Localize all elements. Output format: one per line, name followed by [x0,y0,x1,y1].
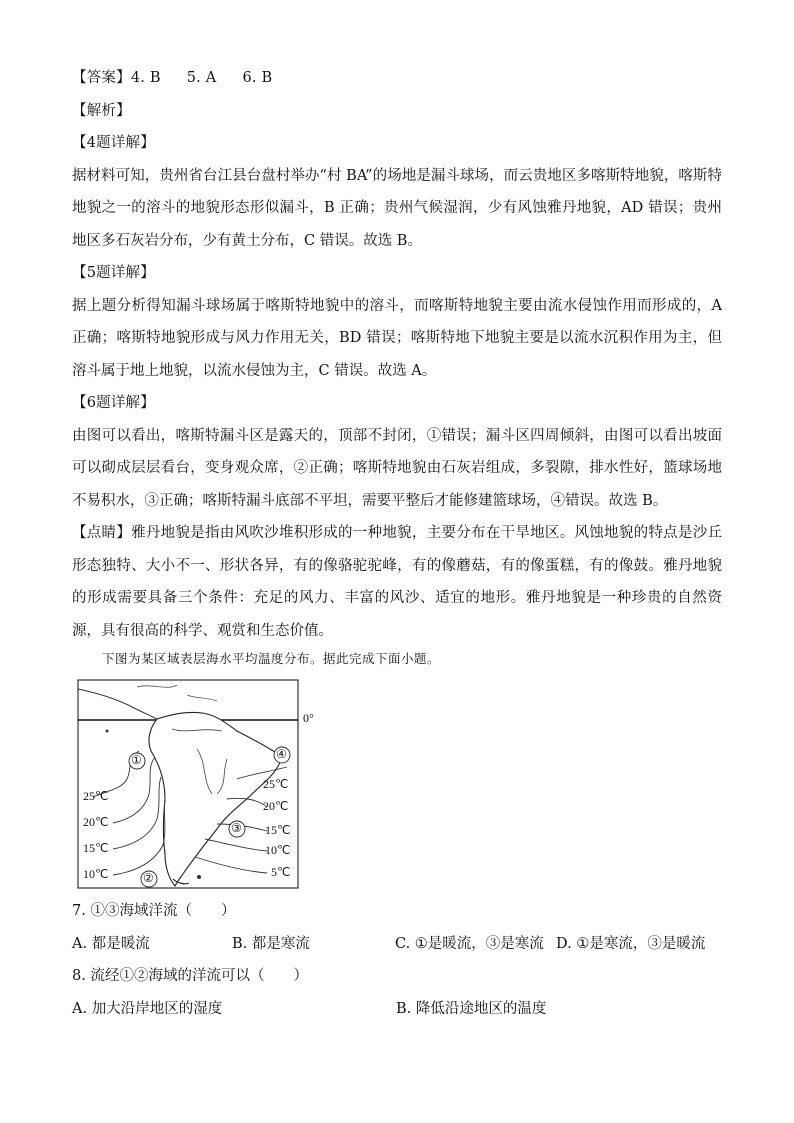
isotherm-label: 25℃ [83,789,109,803]
sea-area-label: ① [131,753,142,767]
equator-label: 0° [303,711,314,725]
q5-title: 【5题详解】 [72,265,155,281]
isotherm-label: 15℃ [83,841,109,855]
q6-explanation: 由图可以看出，喀斯特漏斗区是露天的，顶部不封闭，①错误；漏斗区四周倾斜，由图可以看出坡面可以砌成层层看台，变身观众席，②正确；喀斯特地貌由石灰岩组成，多裂隙，排水性好，篮球场地不易积水，③正确；喀斯特漏斗底部不平坦，需要平整后才能修建篮球场，④错误。故选 B。 [72,427,722,509]
isotherm-label: 15℃ [265,823,291,837]
sea-area-label: ③ [231,821,242,835]
isotherm-label: 25℃ [263,777,289,791]
q4-explanation: 据材料可知，贵州省台江县台盘村举办“村 BA”的场地是漏斗球场，而云贵地区多喀斯特地貌，喀斯特地貌之一的溶斗的地貌形态形似漏斗，B 正确；贵州气候湿润，少有风蚀雅丹地貌，AD 错误；贵州地区多石灰岩分布，少有黄土分布，C 错误。故选 B。 [72,167,722,249]
q7-options [72,928,722,961]
ocean-temperature-map [77,679,377,889]
option-a[interactable]: A. 都是暖流 [72,935,150,952]
figure-caption: 下图为某区域表层海水平均温度分布。据此完成下面小题。 [102,651,441,666]
isotherm-label: 20℃ [263,799,289,813]
answer-item: 6. B [242,70,273,86]
answer-item: 5. A [186,70,217,86]
note-body: 雅丹地貌是指由风吹沙堆积形成的一种地貌，主要分布在干旱地区。风蚀地貌的特点是沙丘形态独特、大小不一、形状各异，有的像骆驼驼峰，有的像蘑菇，有的像蛋糕，有的像鼓。雅丹地貌的形成需要具备三个条件：充足的风力、丰富的风沙、适宜的地形。雅丹地貌是一种珍贵的自然资源，具有很高的科学、观赏和生态价值。 [72,525,723,639]
sea-area-label: ② [143,871,154,885]
map-graphic [77,679,377,889]
isotherm-label: 20℃ [83,815,109,829]
option-d[interactable]: D. ①是寒流，③是暖流 [556,935,706,952]
isotherm-label: 10℃ [83,867,109,881]
q4-title: 【4题详解】 [72,135,155,151]
isotherm-label: 10℃ [265,843,291,857]
note-paragraph [72,517,722,647]
option-a[interactable]: A. 加大沿岸地区的湿度 [72,1000,223,1017]
isotherm-label: 5℃ [271,865,291,879]
note-tag: 【点睛】 [72,525,132,541]
q8-options [72,993,722,1026]
option-b[interactable]: B. 都是寒流 [232,935,310,952]
q6-title: 【6题详解】 [72,395,155,411]
answer-tag: 【答案】 [72,70,131,86]
q8-stem: 8. 流经①②海域的洋流可以（ ） [72,968,308,984]
analysis-heading: 【解析】 [72,102,131,119]
option-b[interactable]: B. 降低沿途地区的温度 [396,1000,547,1017]
answer-item: 4. B [130,70,161,86]
q7-stem: 7. ①③海域洋流（ ） [72,903,236,919]
sea-area-label: ④ [276,747,287,761]
q5-explanation: 据上题分析得知漏斗球场属于喀斯特地貌中的溶斗，而喀斯特地貌主要由流水侵蚀作用而形成的，A 正确；喀斯特地貌形成与风力作用无关，BD 错误；喀斯特地下地貌主要是以流水沉积作用为主，但溶斗属于地上地貌，以流水侵蚀为主，C 错误。故选 A。 [72,297,722,379]
answer-line [72,62,722,95]
option-c[interactable]: C. ①是暖流，③是寒流 [395,935,544,952]
document-page [72,62,722,1025]
